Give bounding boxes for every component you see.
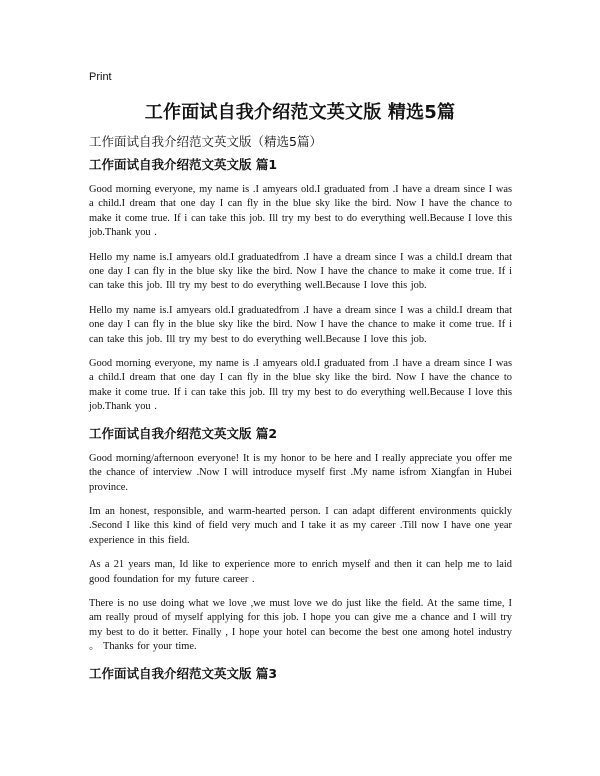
section-heading-2: 工作面试自我介绍范文英文版 篇2 (89, 425, 278, 441)
section-heading-1: 工作面试自我介绍范文英文版 篇1 (89, 157, 278, 172)
page-subtitle: 工作面试自我介绍范文英文版（精选5篇） (89, 134, 322, 149)
paragraph: Hello my name is.I amyears old.I graduatedfrom .I have a dream since I was a child.I dream that one day I can fly in the blue sky like the bird. Now I have the chance to make it come true. If i can take this job. Ill try my best to do everything well.Because I love this job. (89, 251, 512, 292)
paragraph: As a 21 years man, Id like to experience more to enrich myself and then it can help me to laid good foundation for my future career . (89, 559, 512, 585)
paragraph: Hello my name is.I amyears old.I graduatedfrom .I have a dream since I was a child.I dream that one day I can fly in the blue sky like the bird. Now I have the chance to make it come true. If i can take this job. Ill try my best to do everything well.Because I love this job. (89, 304, 512, 345)
paragraph: Good morning/afternoon everyone! It is my honor to be here and I really appreciate you offer me the chance of interview .Now I will introduce myself first .My name isfrom Xiangfan in Hubei province. (89, 452, 512, 493)
print-label[interactable]: Print (89, 71, 112, 83)
section-heading-3: 工作面试自我介绍范文英文版 篇3 (89, 665, 278, 681)
paragraph: There is no use doing what we love ,we must love we do just like the field. At the same time, I am really proud of myself applying for this job. I hope you can give me a chance and I will try my best to do it better. Finally , I hope your hotel can become the best one among hotel industry 。 Thanks for your time. (89, 597, 512, 653)
page-title: 工作面试自我介绍范文英文版 精选5篇 (144, 102, 456, 123)
paragraph: Im an honest, responsible, and warm-hearted person. I can adapt different environments quickly .Second I like this kind of field very much and I take it as my career .Till now I have one year experience in this field. (89, 505, 512, 546)
paragraph: Good morning everyone, my name is .I amyears old.I graduated from .I have a dream since I was a child.I dream that one day I can fly in the blue sky like the bird. Now I have the chance to make it come true. If i can take this job. Ill try my best to do everything well.Because I love this job.Thank you . (89, 358, 512, 413)
paragraph: Good morning everyone, my name is .I amyears old.I graduated from .I have a dream since I was a child.I dream that one day I can fly in the blue sky like the bird. Now I have the chance to make it come true. If i can take this job. Ill try my best to do everything well.Because I love this job.Thank you . (89, 184, 512, 239)
article-body (89, 156, 512, 692)
